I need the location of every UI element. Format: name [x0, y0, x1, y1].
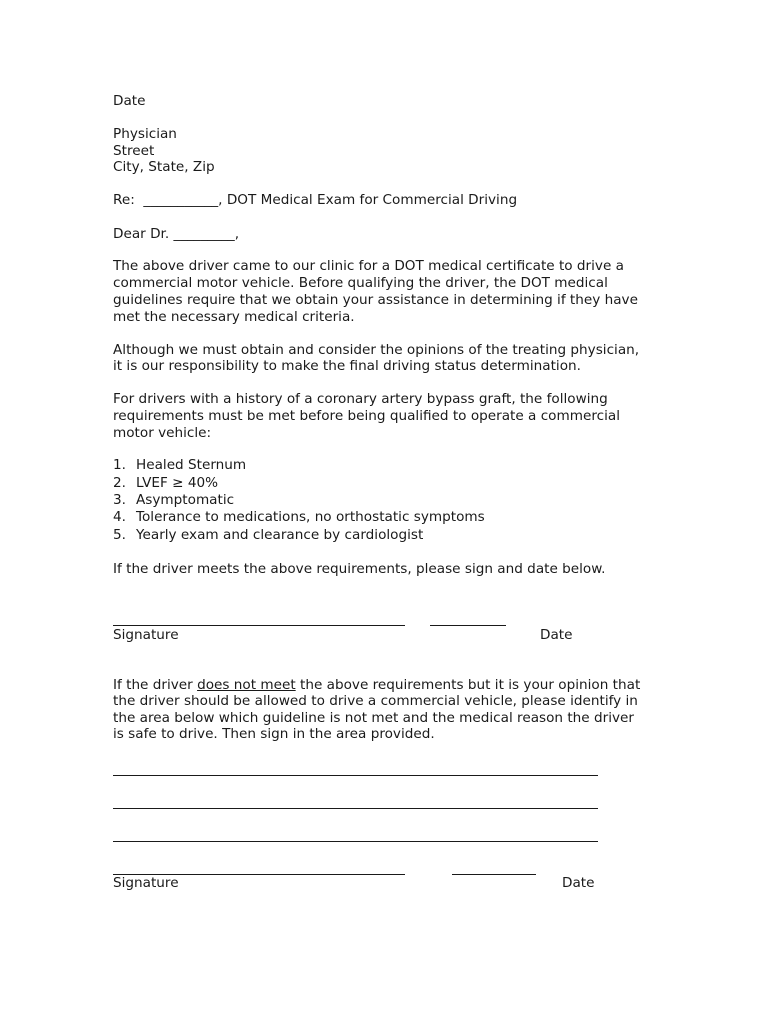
list-item: Asymptomatic — [136, 492, 235, 508]
para4-line: is safe to drive. Then sign in the area provided. — [113, 726, 435, 742]
para1-line: The above driver came to our clinic for a DOT medical certificate to drive a — [113, 258, 624, 274]
list-item: Yearly exam and clearance by cardiologist — [136, 527, 424, 543]
signature-line-1[interactable] — [113, 625, 405, 626]
address-physician: Physician — [113, 126, 177, 142]
signature-label-2: Signature — [113, 875, 179, 891]
para4-post: the above requirements but it is your opinion that — [295, 677, 641, 693]
address-street: Street — [113, 143, 155, 159]
list-item-number: 5. — [113, 527, 126, 543]
list-item: Tolerance to medications, no orthostatic symptoms — [136, 509, 485, 525]
address-city-state-zip: City, State, Zip — [113, 159, 215, 175]
date-label-2: Date — [562, 875, 595, 891]
does-not-meet-emphasis: does not meet — [197, 677, 296, 693]
date-line-2[interactable] — [452, 874, 536, 875]
para3-line: motor vehicle: — [113, 425, 212, 441]
para3-line: requirements must be met before being qualified to operate a commercial — [113, 408, 620, 424]
list-item-number: 4. — [113, 509, 126, 525]
signature-label-1: Signature — [113, 627, 179, 643]
list-item-number: 3. — [113, 492, 126, 508]
answer-line-2[interactable] — [113, 808, 598, 809]
salutation: Dear Dr. _________, — [113, 226, 240, 242]
re-line: Re: ___________, DOT Medical Exam for Commercial Driving — [113, 192, 518, 208]
list-item: Healed Sternum — [136, 457, 247, 473]
para1-line: guidelines require that we obtain your assistance in determining if they have — [113, 292, 638, 308]
date-label-1: Date — [540, 627, 573, 643]
answer-line-1[interactable] — [113, 775, 598, 776]
list-item: LVEF ≥ 40% — [136, 475, 219, 491]
para1-line: commercial motor vehicle. Before qualifying the driver, the DOT medical — [113, 275, 608, 291]
instruction-sign-below: If the driver meets the above requirements, please sign and date below. — [113, 561, 606, 577]
list-item-number: 1. — [113, 457, 126, 473]
para1-line: met the necessary medical criteria. — [113, 309, 355, 325]
date-line: Date — [113, 93, 146, 109]
para3-line: For drivers with a history of a coronary artery bypass graft, the following — [113, 391, 608, 407]
para4-line — [113, 677, 640, 694]
answer-line-3[interactable] — [113, 841, 598, 842]
para4-line: the area below which guideline is not met and the medical reason the driver — [113, 710, 634, 726]
date-line-1[interactable] — [430, 625, 506, 626]
para2-line: Although we must obtain and consider the opinions of the treating physician, — [113, 342, 640, 358]
para4-line: the driver should be allowed to drive a commercial vehicle, please identify in — [113, 693, 638, 709]
para2-line: it is our responsibility to make the final driving status determination. — [113, 358, 581, 374]
para4-pre: If the driver — [113, 677, 198, 693]
list-item-number: 2. — [113, 475, 126, 491]
